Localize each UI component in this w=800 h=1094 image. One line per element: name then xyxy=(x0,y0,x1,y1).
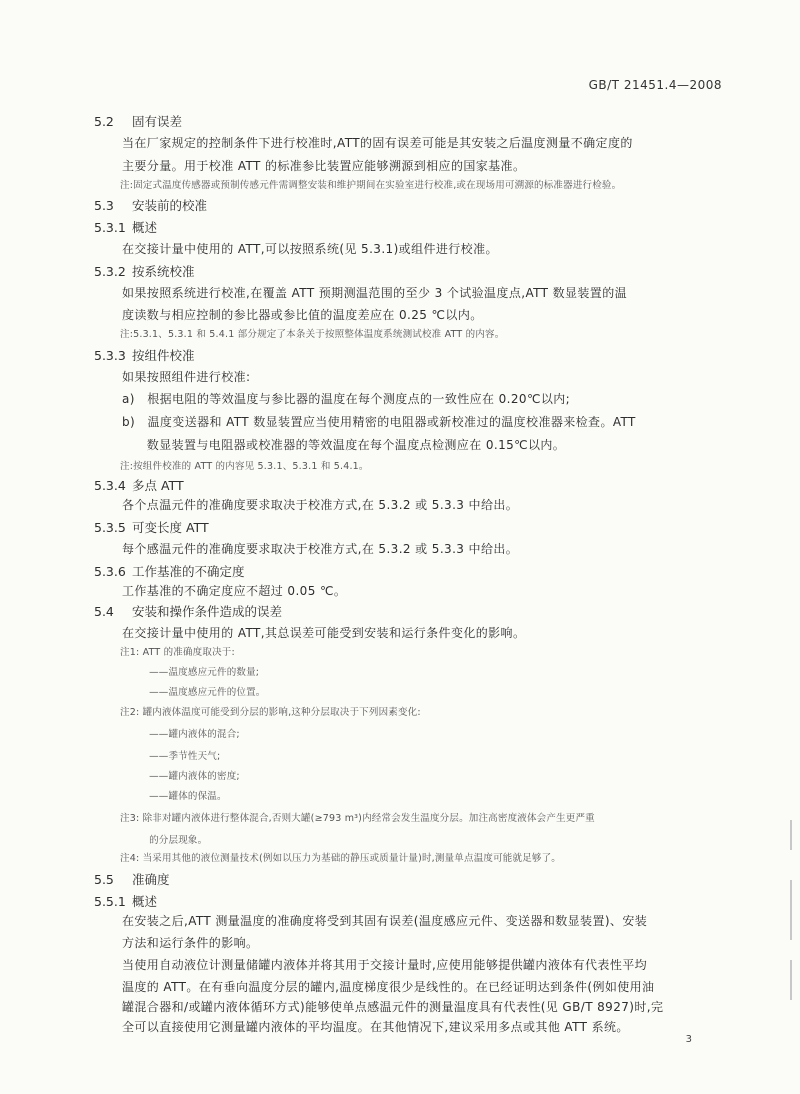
paragraph-line: 当在厂家规定的控制条件下进行校准时,ATT的固有误差可能是其安装之后温度测量不确定度的 xyxy=(122,136,633,150)
section-heading xyxy=(94,346,195,364)
note-line: ——温度感应元件的数量; xyxy=(120,667,260,678)
note-line: 注3: 除非对罐内液体进行整体混合,否则大罐(≥793 m³)内经常会发生温度分层。加注高密度液体会产生更严重 xyxy=(120,813,595,824)
section-heading xyxy=(94,870,170,888)
note-line: ——罐内液体的密度; xyxy=(120,771,240,782)
paragraph-line: 罐混合器和/或罐内液体循环方式)能够使单点感温元件的测量温度具有代表性(见 GB/T 8927)时,完 xyxy=(122,1000,664,1014)
paragraph-line: 各个点温元件的准确度要求取决于校准方式,在 5.3.2 或 5.3.3 中给出。 xyxy=(122,498,519,512)
section-title: 按组件校准 xyxy=(132,348,195,363)
section-heading xyxy=(94,196,207,214)
section-title: 概述 xyxy=(132,894,158,909)
paragraph-line: 当使用自动液位计测量储罐内液体并将其用于交接计量时,应使用能够提供罐内液体有代表性平均 xyxy=(122,958,648,972)
section-number: 5.3.4 xyxy=(94,478,126,493)
section-heading xyxy=(94,562,245,580)
section-heading xyxy=(94,476,184,494)
note-line: 的分层现象。 xyxy=(120,835,208,846)
paragraph-line: 在安装之后,ATT 测量温度的准确度将受到其固有误差(温度感应元件、变送器和数显装置)、安装 xyxy=(122,914,648,928)
section-number: 5.3.3 xyxy=(94,348,126,363)
section-heading xyxy=(94,218,157,236)
paragraph-line: a) 根据电阻的等效温度与参比器的温度在每个测度点的一致性应在 0.20℃以内; xyxy=(122,392,571,406)
section-heading xyxy=(94,112,182,130)
section-title: 安装和操作条件造成的误差 xyxy=(132,604,283,619)
section-title: 按系统校准 xyxy=(132,264,195,279)
page-number: 3 xyxy=(685,1034,692,1045)
note-line: 注:按组件校准的 ATT 的内容见 5.3.1、5.3.1 和 5.4.1。 xyxy=(120,461,369,472)
section-heading xyxy=(94,602,282,620)
section-number: 5.2 xyxy=(94,114,114,129)
section-number: 5.3.6 xyxy=(94,564,126,579)
standard-id-header: GB/T 21451.4—2008 xyxy=(588,78,722,92)
scan-edge-mark xyxy=(790,880,792,940)
note-line: ——季节性天气; xyxy=(120,751,221,762)
paragraph-line: 主要分量。用于校准 ATT 的标准参比装置应能够溯源到相应的国家基准。 xyxy=(122,159,526,173)
note-line: ——温度感应元件的位置。 xyxy=(120,687,266,698)
section-heading xyxy=(94,892,157,910)
paragraph-line: 度读数与相应控制的参比器或参比值的温度差应在 0.25 ℃以内。 xyxy=(122,308,483,322)
paragraph-line: 方法和运行条件的影响。 xyxy=(122,936,259,950)
section-title: 工作基准的不确定度 xyxy=(132,564,245,579)
paragraph-line: 在交接计量中使用的 ATT,可以按照系统(见 5.3.1)或组件进行校准。 xyxy=(122,242,498,256)
note-line: 注:5.3.1、5.3.1 和 5.4.1 部分规定了本条关于按照整体温度系统测试校准 ATT 的内容。 xyxy=(120,329,505,340)
section-title: 概述 xyxy=(132,220,158,235)
scan-edge-mark xyxy=(790,820,792,850)
section-number: 5.4 xyxy=(94,604,114,619)
section-heading xyxy=(94,262,195,280)
section-number: 5.3.5 xyxy=(94,520,126,535)
section-title: 可变长度 ATT xyxy=(132,520,209,535)
note-line: ——罐内液体的混合; xyxy=(120,729,240,740)
section-number: 5.5 xyxy=(94,872,114,887)
paragraph-line: b) 温度变送器和 ATT 数显装置应当使用精密的电阻器或新校准过的温度校准器来检查。ATT xyxy=(122,415,636,429)
note-line: 注4: 当采用其他的液位测量技术(例如以压力为基础的静压或质量计量)时,测量单点温度可能就足够了。 xyxy=(120,853,561,864)
paragraph-line: 如果按照系统进行校准,在覆盖 ATT 预期测温范围的至少 3 个试验温度点,ATT 数显装置的温 xyxy=(122,286,627,300)
paragraph-line: 如果按照组件进行校准: xyxy=(122,370,251,384)
section-title: 多点 ATT xyxy=(132,478,184,493)
paragraph-line: 在交接计量中使用的 ATT,其总误差可能受到安装和运行条件变化的影响。 xyxy=(122,626,526,640)
section-title: 准确度 xyxy=(132,872,170,887)
section-number: 5.3 xyxy=(94,198,114,213)
section-title: 安装前的校准 xyxy=(132,198,208,213)
paragraph-line: 每个感温元件的准确度要求取决于校准方式,在 5.3.2 或 5.3.3 中给出。 xyxy=(122,542,519,556)
scan-edge-mark xyxy=(790,960,792,1000)
section-heading xyxy=(94,518,209,536)
paragraph-line: 温度的 ATT。在有垂向温度分层的罐内,温度梯度很少是线性的。在已经证明达到条件(例如使用油 xyxy=(122,980,655,994)
section-number: 5.3.1 xyxy=(94,220,126,235)
note-line: 注2: 罐内液体温度可能受到分层的影响,这种分层取决于下列因素变化: xyxy=(120,707,421,718)
note-line: 注:固定式温度传感器或预制传感元件需调整安装和维护期间在实验室进行校准,或在现场用可溯源的标准器进行检验。 xyxy=(120,180,622,191)
section-number: 5.3.2 xyxy=(94,264,126,279)
note-line: ——罐体的保温。 xyxy=(120,791,227,802)
section-number: 5.5.1 xyxy=(94,894,126,909)
paragraph-line: 工作基准的不确定度应不超过 0.05 ℃。 xyxy=(122,584,347,598)
paragraph-line: 数显装置与电阻器或校准器的等效温度在每个温度点检测应在 0.15℃以内。 xyxy=(122,438,566,452)
paragraph-line: 全可以直接使用它测量罐内液体的平均温度。在其他情况下,建议采用多点或其他 ATT 系统。 xyxy=(122,1020,629,1034)
note-line: 注1: ATT 的准确度取决于: xyxy=(120,647,235,658)
section-title: 固有误差 xyxy=(132,114,183,129)
